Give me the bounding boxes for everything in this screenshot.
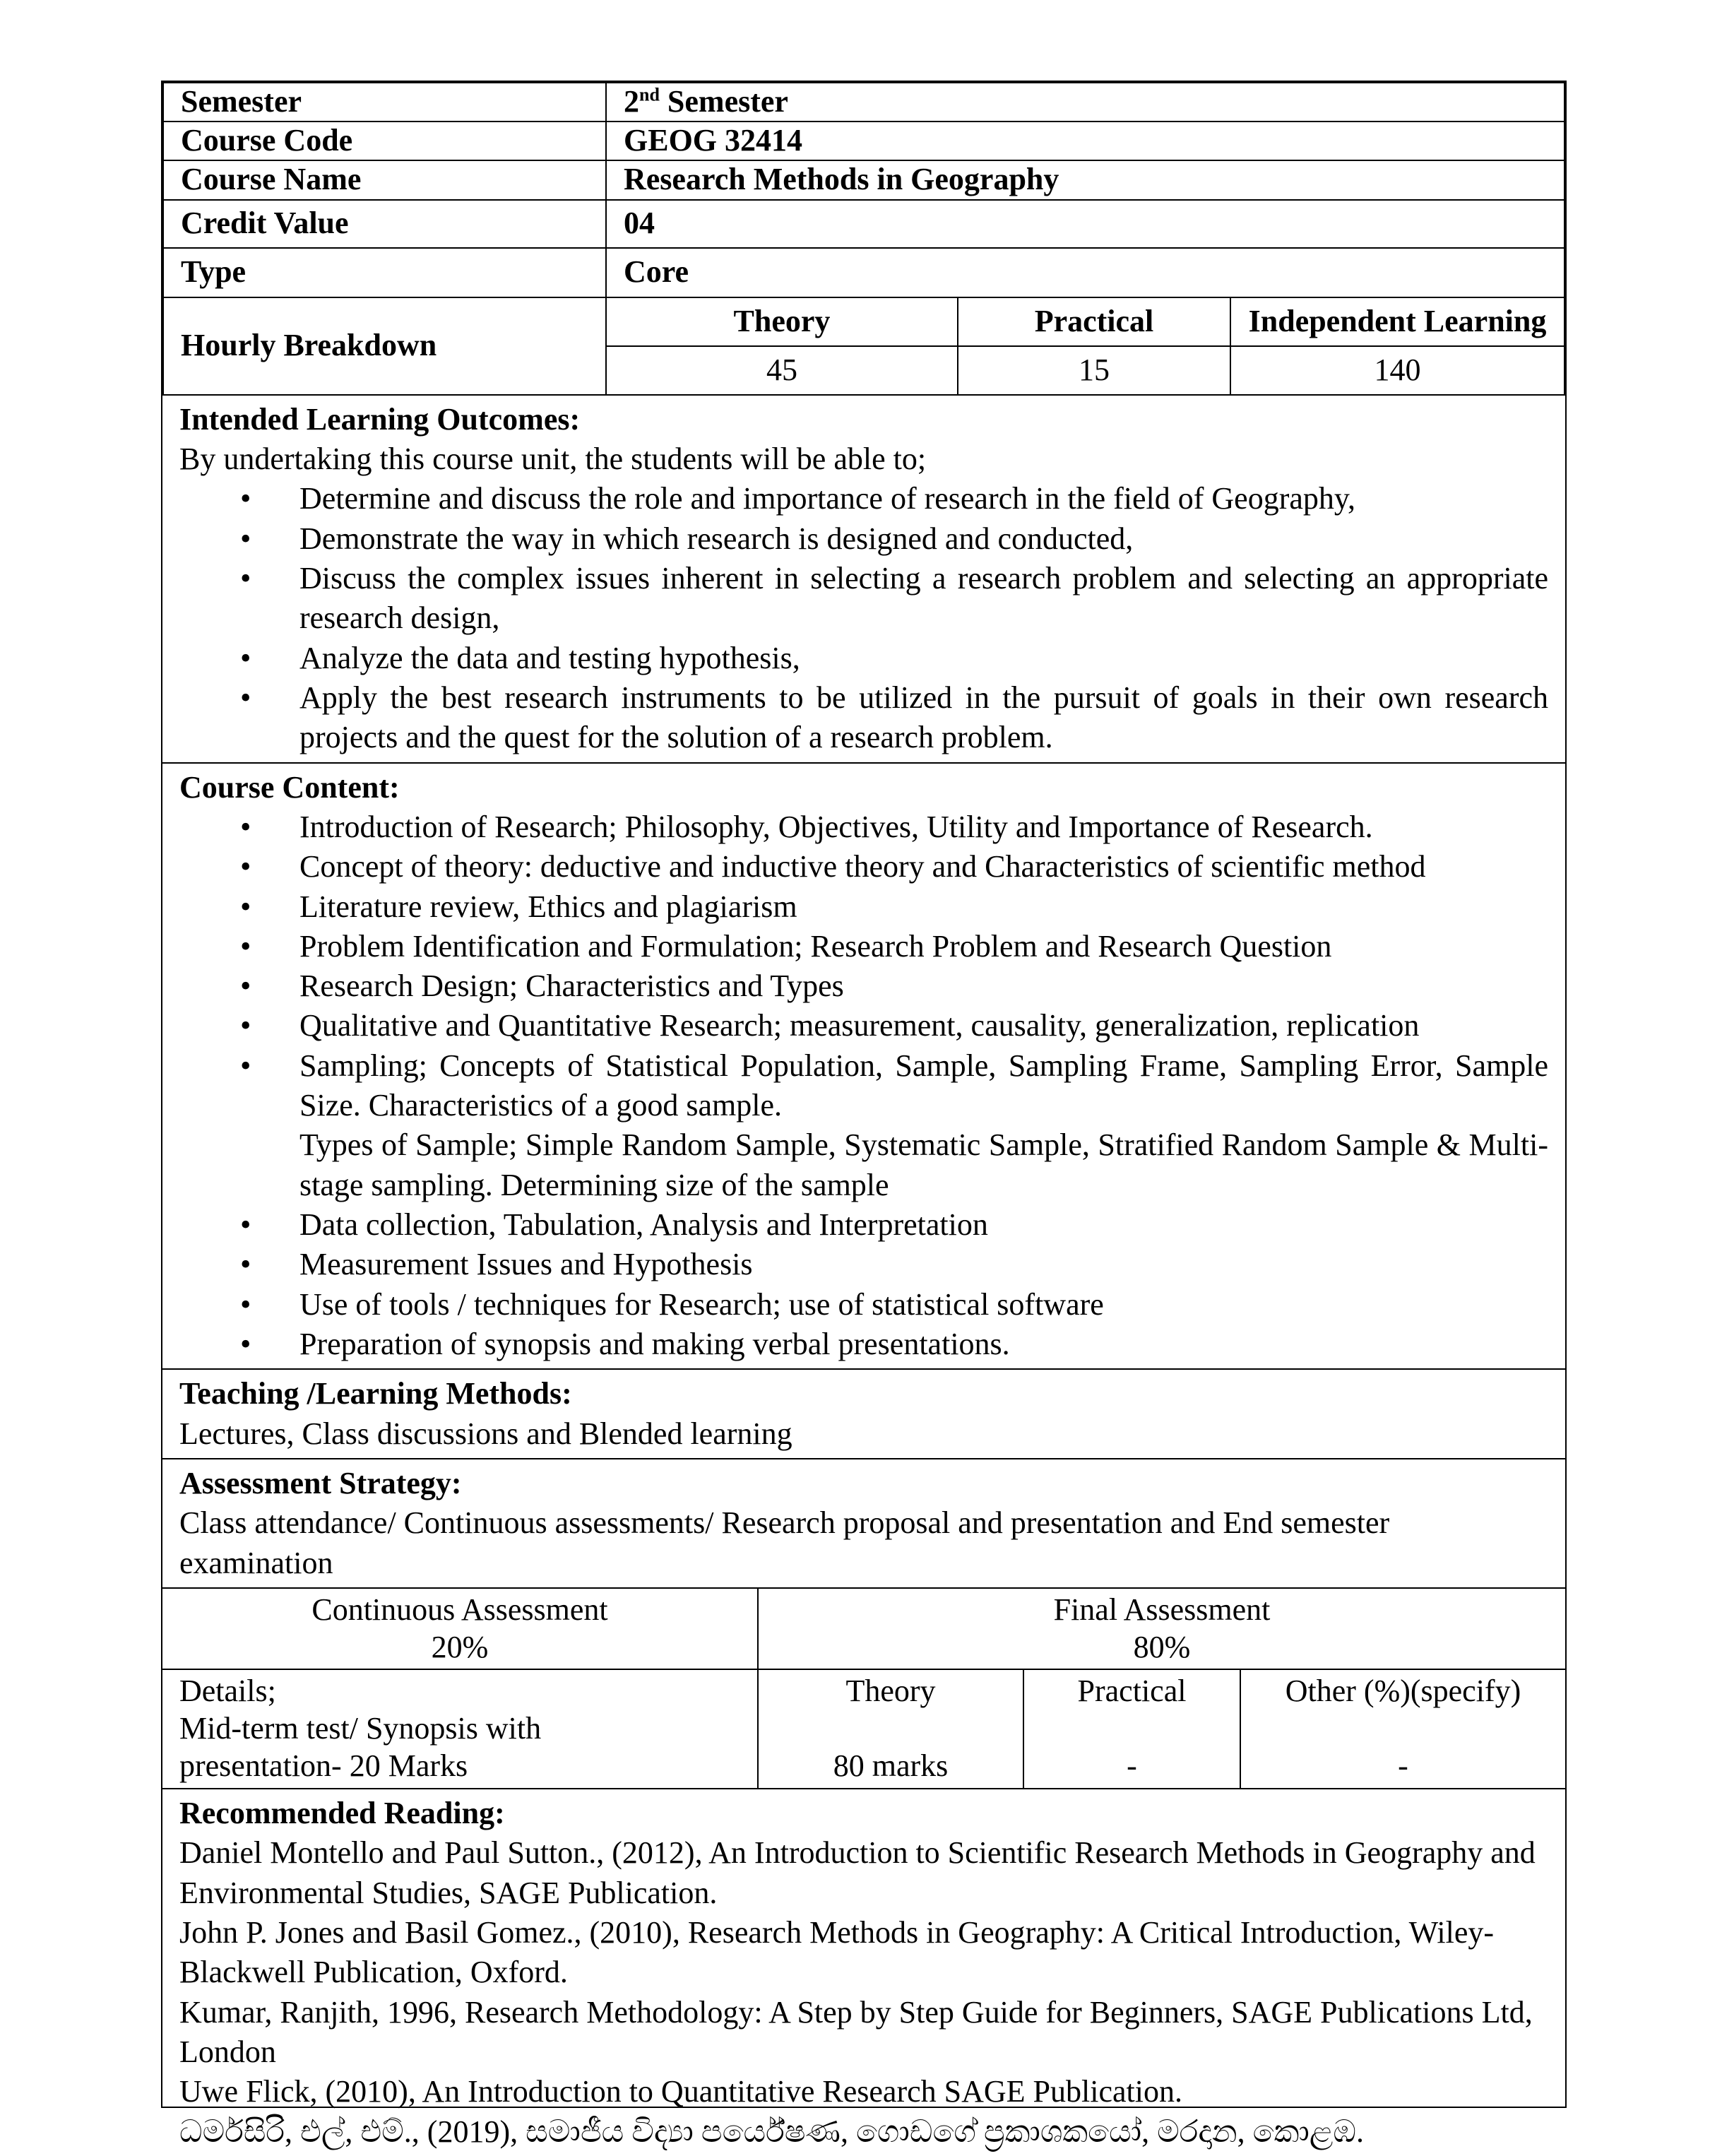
final-other-value: - bbox=[1398, 1748, 1408, 1784]
assessment-strategy-text: Class attendance/ Continuous assessments/ Research proposal and presentation and End semester examination bbox=[179, 1505, 1390, 1580]
continuous-assessment-label: Continuous Assessment bbox=[311, 1592, 608, 1627]
final-theory-value: 80 marks bbox=[833, 1748, 949, 1784]
hourly-header-practical: Practical bbox=[958, 298, 1230, 346]
final-practical-cell bbox=[1023, 1669, 1240, 1789]
final-other-label: Other (%)(specify) bbox=[1285, 1674, 1521, 1709]
course-code-label: Course Code bbox=[163, 122, 606, 160]
continuous-assessment-cell bbox=[162, 1588, 758, 1670]
hourly-value-independent: 140 bbox=[1230, 346, 1564, 394]
final-assessment-cell bbox=[758, 1588, 1565, 1670]
reading-item: ධර්මසිරි, එල්, එම්., (2019), සමාජීය විද්‍යා පර්යේෂණ, ගොඩගේ ප්‍රකාශකයෝ, මරදාන, කොළඹ. bbox=[179, 2114, 1364, 2149]
semester-row bbox=[163, 83, 1564, 122]
course-code-row bbox=[163, 122, 1564, 160]
reading-item: Daniel Montello and Paul Sutton., (2012), An Introduction to Scientific Research Methods in Geography and Environmental Studies, SAGE Publication. bbox=[179, 1835, 1536, 1910]
credit-value: 04 bbox=[606, 200, 1564, 248]
reading-item: John P. Jones and Basil Gomez., (2010), Research Methods in Geography: A Critical Introduction, Wiley-Blackwell Publication, Oxford. bbox=[179, 1914, 1494, 1990]
list-item: • Data collection, Tabulation, Analysis and Interpretation bbox=[299, 1205, 1548, 1245]
hourly-header-theory: Theory bbox=[607, 298, 958, 346]
list-item: • Measurement Issues and Hypothesis bbox=[299, 1245, 1548, 1284]
hourly-value-theory: 45 bbox=[607, 346, 958, 394]
details-line: presentation- 20 Marks bbox=[179, 1748, 468, 1784]
final-theory-cell bbox=[758, 1669, 1023, 1789]
list-item bbox=[299, 1046, 1548, 1205]
list-item: • Use of tools / techniques for Research; use of statistical software bbox=[299, 1285, 1548, 1325]
type-row bbox=[163, 248, 1564, 297]
list-item: • Introduction of Research; Philosophy, Objectives, Utility and Importance of Research. bbox=[299, 807, 1548, 847]
teaching-methods-section bbox=[162, 1370, 1565, 1459]
details-label: Details; bbox=[179, 1674, 276, 1709]
final-theory-label: Theory bbox=[845, 1674, 936, 1709]
reading-item: Uwe Flick, (2010), An Introduction to Quantitative Research SAGE Publication. bbox=[179, 2074, 1182, 2109]
assessment-strategy-section bbox=[162, 1459, 1565, 1587]
list-item: • Literature review, Ethics and plagiarism bbox=[299, 887, 1548, 927]
hourly-value-practical: 15 bbox=[958, 346, 1230, 394]
semester-label: Semester bbox=[163, 83, 606, 122]
assessment-summary-row bbox=[162, 1588, 1565, 1670]
final-practical-label: Practical bbox=[1077, 1674, 1187, 1709]
course-document bbox=[161, 81, 1567, 2149]
continuous-assessment-percent: 20% bbox=[431, 1629, 489, 1664]
final-assessment-label: Final Assessment bbox=[1053, 1592, 1271, 1627]
final-practical-value: - bbox=[1127, 1748, 1137, 1784]
type-value: Core bbox=[606, 248, 1564, 297]
recommended-reading-heading: Recommended Reading: bbox=[179, 1796, 505, 1831]
learning-outcomes-heading: Intended Learning Outcomes: bbox=[179, 401, 581, 437]
teaching-methods-heading: Teaching /Learning Methods: bbox=[179, 1376, 572, 1411]
course-code-value: GEOG 32414 bbox=[606, 122, 1564, 160]
list-item: • Apply the best research instruments to be utilized in the pursuit of goals in their own research projects and the quest for the solution of a research problem. bbox=[299, 678, 1548, 758]
course-name-value: Research Methods in Geography bbox=[606, 160, 1564, 200]
list-item: • Preparation of synopsis and making verbal presentations. bbox=[299, 1325, 1548, 1364]
semester-value: 2nd Semester bbox=[606, 83, 1564, 122]
list-item: • Research Design; Characteristics and Types bbox=[299, 966, 1548, 1006]
type-label: Type bbox=[163, 248, 606, 297]
course-content-list bbox=[179, 807, 1548, 1364]
list-item: • Determine and discuss the role and importance of research in the field of Geography, bbox=[299, 479, 1548, 519]
assessment-strategy-heading: Assessment Strategy: bbox=[179, 1465, 462, 1500]
list-item: • Problem Identification and Formulation; Research Problem and Research Question bbox=[299, 927, 1548, 966]
hourly-row bbox=[163, 297, 1564, 395]
learning-outcomes-list bbox=[179, 479, 1548, 757]
list-item: • Demonstrate the way in which research is designed and conducted, bbox=[299, 519, 1548, 559]
course-content-heading: Course Content: bbox=[179, 769, 400, 805]
hourly-header-independent: Independent Learning bbox=[1230, 298, 1564, 346]
assessment-table bbox=[162, 1587, 1565, 1789]
teaching-methods-text: Lectures, Class discussions and Blended learning bbox=[179, 1416, 792, 1451]
credit-label: Credit Value bbox=[163, 200, 606, 248]
hourly-table bbox=[607, 298, 1564, 394]
course-name-row bbox=[163, 160, 1564, 200]
reading-item: Kumar, Ranjith, 1996, Research Methodology: A Step by Step Guide for Beginners, SAGE Publications Ltd, London bbox=[179, 1994, 1533, 2069]
assessment-details-row bbox=[162, 1669, 1565, 1789]
details-line: Mid-term test/ Synopsis with bbox=[179, 1711, 542, 1746]
recommended-reading-section bbox=[162, 1789, 1565, 2156]
learning-outcomes-section bbox=[162, 396, 1565, 764]
credit-row bbox=[163, 200, 1564, 248]
list-item: • Concept of theory: deductive and inductive theory and Characteristics of scientific method bbox=[299, 847, 1548, 887]
learning-outcomes-intro: By undertaking this course unit, the students will be able to; bbox=[179, 442, 927, 477]
sampling-text: Sampling; Concepts of Statistical Population, Sample, Sampling Frame, Sampling Error, Sample Size. Characteristics of a good sample. bbox=[299, 1048, 1548, 1123]
sampling-types-text: Types of Sample; Simple Random Sample, Systematic Sample, Stratified Random Sample & Multi-stage sampling. Determining size of the sample bbox=[299, 1127, 1548, 1202]
list-item: • Qualitative and Quantitative Research; measurement, causality, generalization, replication bbox=[299, 1006, 1548, 1046]
assessment-details-cell bbox=[162, 1669, 758, 1789]
final-assessment-percent: 80% bbox=[1133, 1629, 1191, 1664]
list-item: • Analyze the data and testing hypothesis, bbox=[299, 639, 1548, 678]
course-content-section bbox=[162, 764, 1565, 1370]
list-item: • Discuss the complex issues inherent in selecting a research problem and selecting an appropriate research design, bbox=[299, 559, 1548, 639]
hourly-label: Hourly Breakdown bbox=[163, 297, 606, 395]
course-name-label: Course Name bbox=[163, 160, 606, 200]
final-other-cell bbox=[1240, 1669, 1565, 1789]
course-info-table bbox=[162, 82, 1565, 396]
